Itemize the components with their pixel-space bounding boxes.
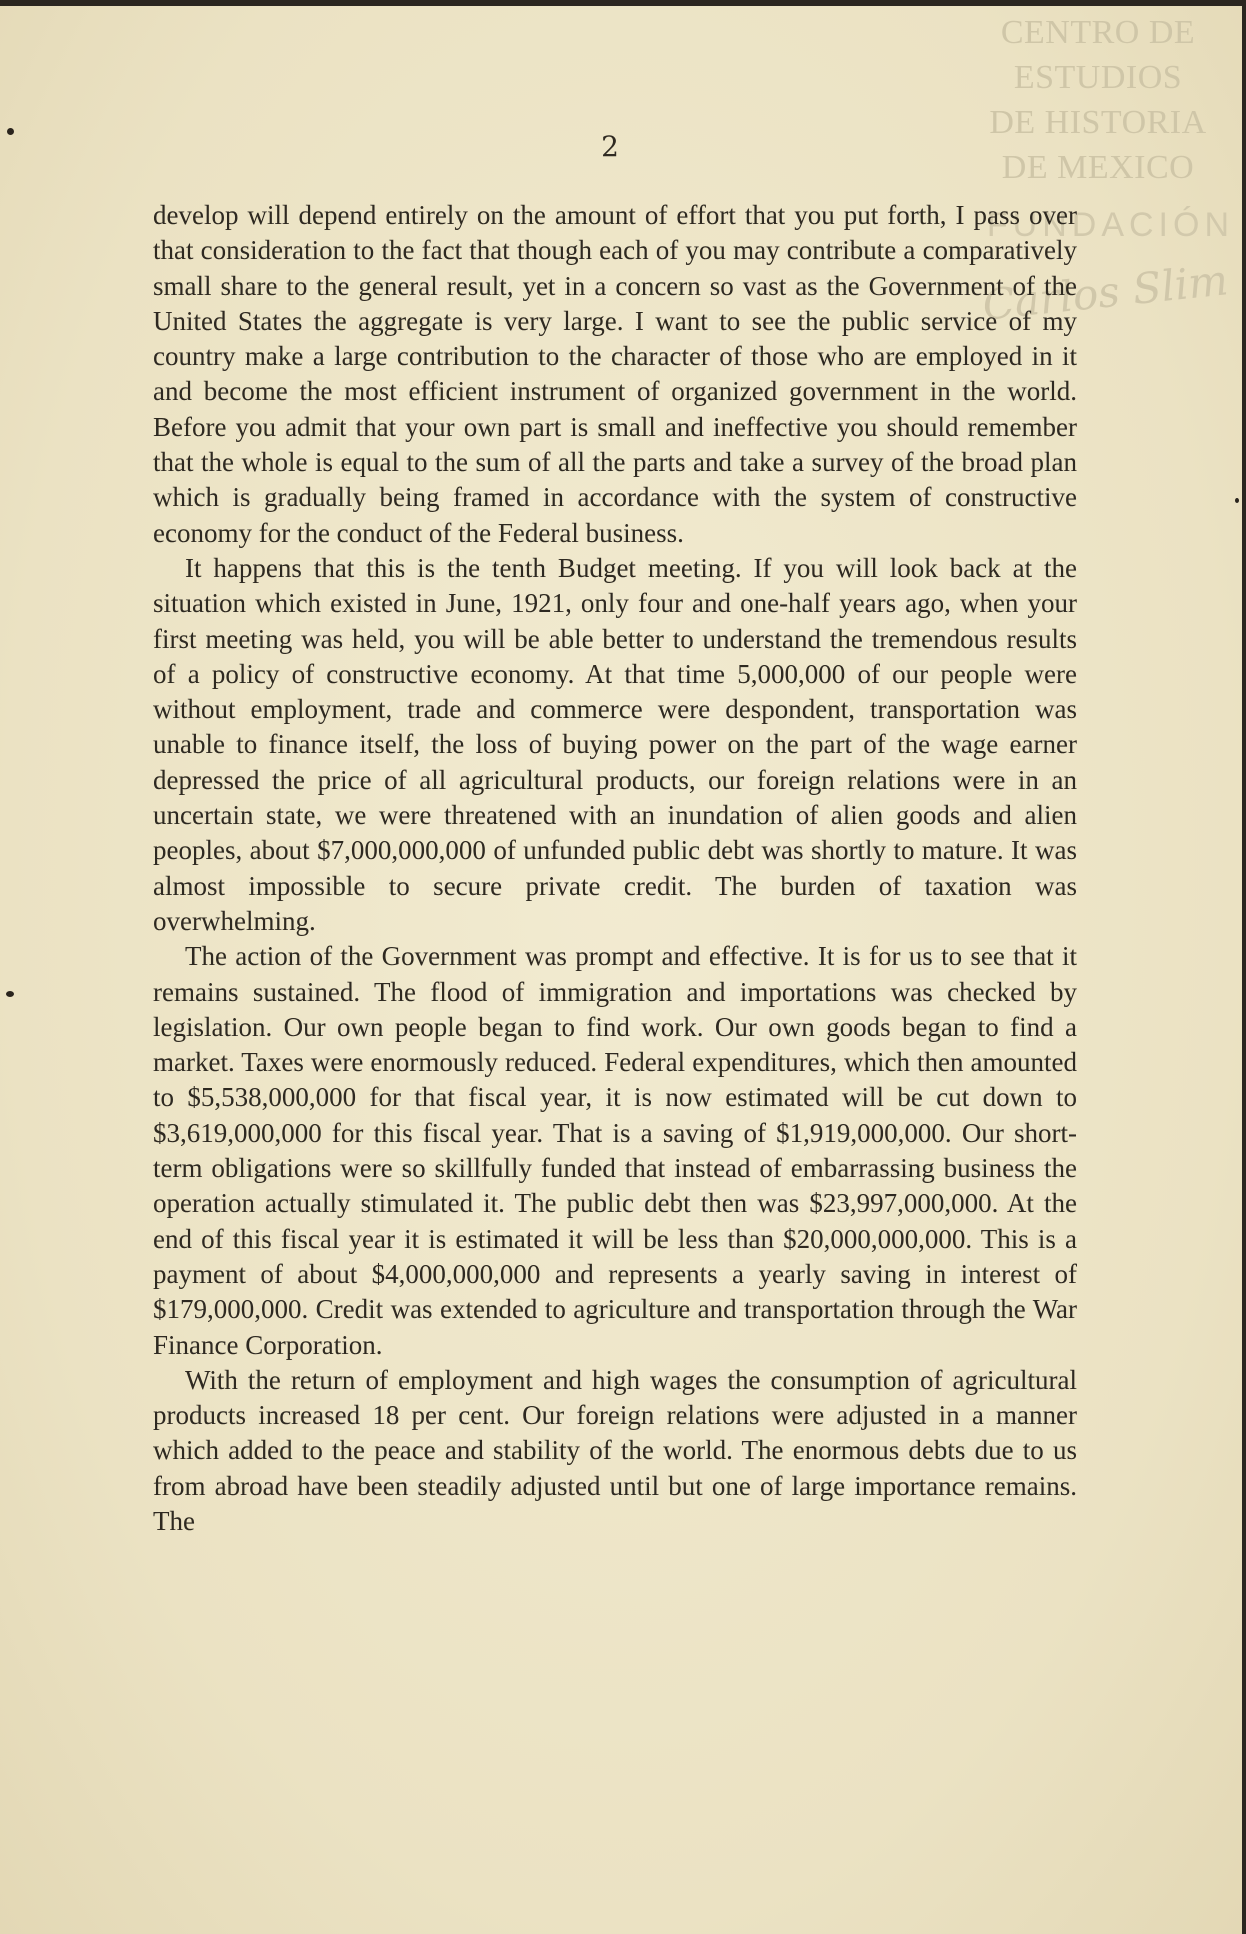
margin-mark <box>6 991 14 997</box>
page-number: 2 <box>601 130 619 163</box>
watermark-signature: Carlos Slim <box>979 255 1230 330</box>
paragraph: It happens that this is the tenth Budget meeting. If you will look back at the situation which existed in June, 1921, only four and one-half years ago, when your first meeting was held, you will be able better to understand the tremendous results of a policy of constructive economy. At that time 5,000,000 of our people were without employment, trade and commerce were despondent, transportation was unable to finance itself, the loss of buying power on the part of the wage earner depressed the price of all agricultural products, our foreign relations were in an uncertain state, we were threatened with an inundation of alien goods and alien peoples, about $7,000,000,000 of unfunded public debt was shortly to mature. It was almost impossible to secure private credit. The burden of taxation was overwhelming. <box>153 552 1077 936</box>
body-text <box>153 198 1077 1539</box>
watermark-line: DE HISTORIA <box>989 104 1207 141</box>
margin-mark <box>1235 498 1239 503</box>
margin-mark <box>7 128 14 135</box>
paragraph: develop will depend entirely on the amount of effort that you put forth, I pass over that consideration to the fact that though each of you may contribute a comparatively small share to the general result, yet in a concern so vast as the Government of the United States the aggregate is very large. I want to see the public service of my country make a large contribution to the character of those who are employed in it and become the most efficient instrument of organized government in the world. Before you admit that your own part is small and ineffective you should remember that the whole is equal to the sum of all the parts and take a survey of the broad plan which is gradually being framed in accordance with the system of constructive economy for the conduct of the Federal business. <box>153 200 1077 548</box>
paragraph: With the return of employment and high wages the consumption of agricultural products increased 18 per cent. Our foreign relations were adjusted in a manner which added to the peace and stability of the world. The enormous debts due to us from abroad have been steadily adjusted until but one of large importance remains. The <box>153 1364 1077 1536</box>
watermark-line: CENTRO DE <box>1000 14 1196 51</box>
watermark-line: ESTUDIOS <box>1013 59 1183 96</box>
watermark-fundacion: FUNDACIÓN <box>986 206 1234 244</box>
watermark-line: DE MEXICO <box>1001 149 1195 186</box>
paragraph: The action of the Government was prompt and effective. It is for us to see that it remains sustained. The flood of immigration and importations was checked by legislation. Our own people began to find work. Our own goods began to find a market. Taxes were enormously reduced. Federal expenditures, which then amounted to $5,538,000,000 for that fiscal year, it is now estimated will be cut down to $3,619,000,000 for this fiscal year. That is a saving of $1,919,000,000. Our short-term obligations were so skillfully funded that instead of embarrassing business the operation actually stimulated it. The public debt then was $23,997,000,000. At the end of this fiscal year it is estimated it will be less than $20,000,000,000. This is a payment of about $4,000,000,000 and represents a yearly saving in interest of $179,000,000. Credit was extended to agriculture and transportation through the War Finance Corporation. <box>153 941 1077 1360</box>
archive-watermark <box>968 10 1228 190</box>
